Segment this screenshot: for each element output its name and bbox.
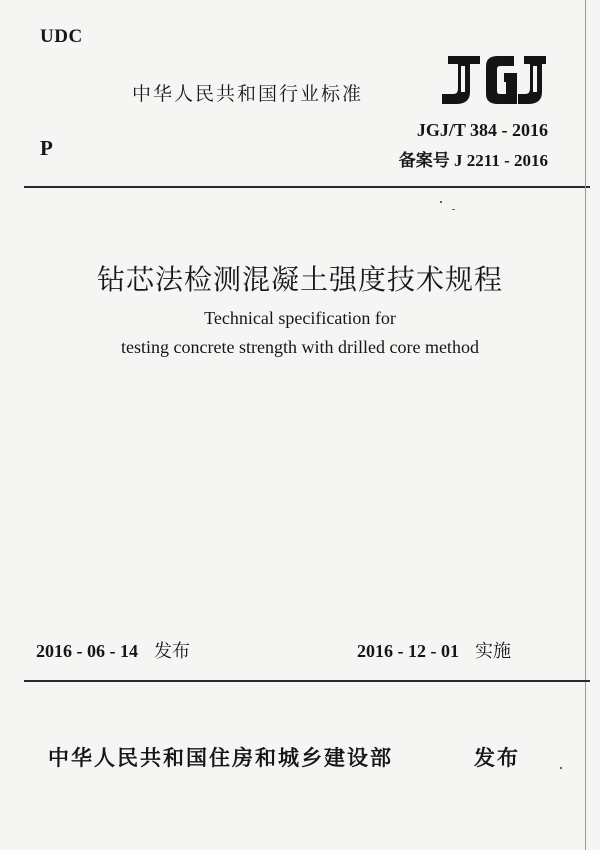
implementation-date-block	[357, 637, 511, 663]
jgj-logo	[440, 52, 548, 108]
title-chinese: 钻芯法检测混凝土强度技术规程	[96, 263, 503, 296]
implementation-date: 2016 - 12 - 01	[357, 641, 459, 661]
scan-speck	[560, 767, 562, 769]
implementation-label: 实施	[475, 641, 511, 662]
page-edge-line	[585, 0, 586, 850]
scan-speck	[440, 201, 442, 203]
issue-date-block	[36, 637, 190, 663]
udc-label: UDC	[40, 26, 83, 47]
industry-standard-heading: 中华人民共和国行业标准	[132, 83, 364, 105]
top-divider	[24, 186, 590, 188]
category-label: P	[40, 136, 53, 160]
title-english-line1: Technical specification for	[204, 308, 396, 328]
bottom-divider	[24, 680, 590, 682]
jgj-logo-graphic	[440, 52, 548, 108]
publish-label: 发布	[474, 746, 520, 770]
issue-date: 2016 - 06 - 14	[36, 641, 138, 661]
filing-number: 备案号 J 2211 - 2016	[398, 151, 548, 170]
title-english-line2: testing concrete strength with drilled core method	[121, 337, 479, 357]
issue-label: 发布	[154, 641, 190, 662]
standard-number: JGJ/T 384 - 2016	[416, 120, 548, 140]
scan-speck	[452, 209, 455, 210]
publisher-name: 中华人民共和国住房和城乡建设部	[48, 746, 393, 770]
